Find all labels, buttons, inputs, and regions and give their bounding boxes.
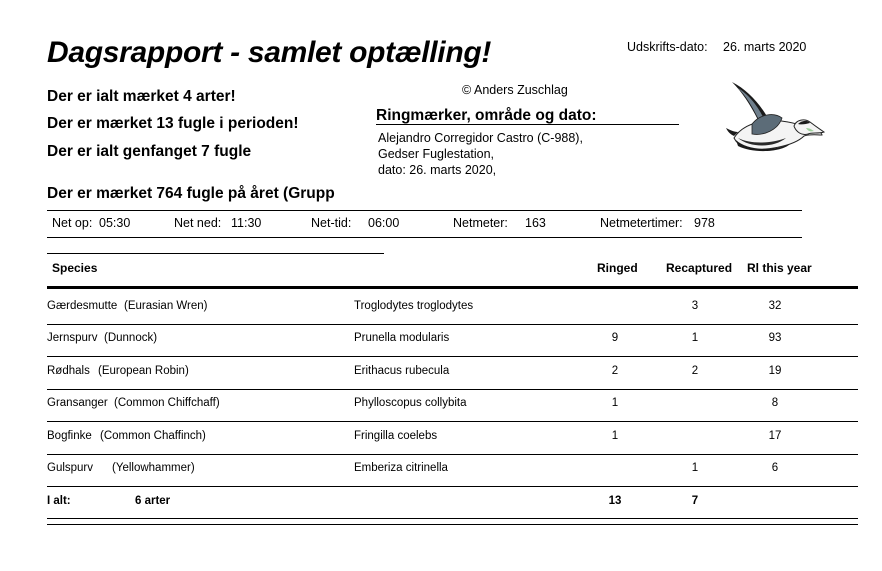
total-recaptured: 7	[691, 495, 699, 507]
summary-species-count: Der er ialt mærket 4 arter!	[47, 88, 236, 105]
species-latin-name: Troglodytes troglodytes	[354, 300, 474, 312]
total-species-count: 6 arter	[135, 495, 171, 507]
copyright-notice: © Anders Zuschlag	[462, 83, 568, 97]
ringer-station: Gedser Fuglestation,	[378, 147, 495, 161]
netmeter-value: 163	[525, 216, 546, 230]
species-english-name: (Yellowhammer)	[112, 462, 195, 474]
species-english-name: (Dunnock)	[104, 332, 158, 344]
species-danish-name: Gulspurv	[47, 462, 94, 474]
ringer-name: Alejandro Corregidor Castro (C-988),	[378, 131, 583, 145]
this-year-count: 17	[768, 430, 782, 442]
print-date-label: Udskrifts-dato:	[627, 40, 708, 54]
ringer-date: dato: 26. marts 2020,	[378, 163, 497, 177]
species-english-name: (European Robin)	[98, 365, 189, 377]
this-year-count: 93	[768, 332, 782, 344]
this-year-count: 32	[768, 300, 782, 312]
species-danish-name: Gransanger	[47, 397, 108, 409]
row-divider	[47, 324, 858, 325]
table-header-rule	[47, 286, 858, 289]
net-bottom-divider	[47, 237, 802, 238]
species-danish-name: Jernspurv	[47, 332, 98, 344]
recaptured-count: 2	[691, 365, 699, 377]
summary-birds-ringed: Der er mærket 13 fugle i perioden!	[47, 115, 299, 132]
footer-line-2	[47, 524, 858, 525]
net-top-divider	[47, 210, 802, 211]
this-year-count: 19	[768, 365, 782, 377]
netmetertimer-label: Netmetertimer:	[600, 216, 683, 230]
total-ringed: 13	[608, 495, 622, 507]
column-ringed: Ringed	[597, 261, 638, 275]
column-species: Species	[52, 261, 98, 275]
row-divider	[47, 356, 858, 357]
species-latin-name: Emberiza citrinella	[354, 462, 448, 474]
row-divider	[47, 454, 858, 455]
ringer-underline	[376, 124, 679, 125]
print-date-value: 26. marts 2020	[723, 40, 807, 54]
ringed-count: 9	[611, 332, 619, 344]
recaptured-count: 3	[691, 300, 699, 312]
net-tid-value: 06:00	[368, 216, 400, 230]
ringed-count: 1	[611, 397, 619, 409]
species-header-line	[47, 253, 384, 254]
netmetertimer-value: 978	[694, 216, 715, 230]
summary-recaptured: Der er ialt genfanget 7 fugle	[47, 143, 252, 160]
this-year-count: 8	[771, 397, 779, 409]
net-ned-value: 11:30	[231, 216, 262, 230]
species-danish-name: Gærdesmutte	[47, 300, 118, 312]
net-op-value: 05:30	[99, 216, 131, 230]
footer-line-1	[47, 518, 858, 519]
this-year-count: 6	[771, 462, 779, 474]
recaptured-count: 1	[691, 462, 699, 474]
ringed-count: 1	[611, 430, 619, 442]
netmeter-label: Netmeter:	[453, 216, 508, 230]
species-latin-name: Fringilla coelebs	[354, 430, 438, 442]
species-latin-name: Prunella modularis	[354, 332, 450, 344]
species-danish-name: Bogfinke	[47, 430, 92, 442]
species-latin-name: Phylloscopus collybita	[354, 397, 467, 409]
eider-duck-icon	[724, 78, 826, 156]
species-english-name: (Common Chiffchaff)	[114, 397, 220, 409]
row-divider	[47, 486, 858, 487]
ringer-heading: Ringmærker, område og dato:	[376, 107, 597, 124]
column-recaptured: Recaptured	[666, 261, 733, 275]
net-tid-label: Net-tid:	[311, 216, 352, 230]
row-divider	[47, 421, 858, 422]
species-danish-name: Rødhals	[47, 365, 90, 377]
report-title: Dagsrapport - samlet optælling!	[47, 36, 492, 69]
column-this-year: Rl this year	[747, 261, 812, 275]
species-english-name: (Common Chaffinch)	[100, 430, 206, 442]
row-divider	[47, 389, 858, 390]
recaptured-count: 1	[691, 332, 699, 344]
species-latin-name: Erithacus rubecula	[354, 365, 450, 377]
ringed-count: 2	[611, 365, 619, 377]
species-english-name: (Eurasian Wren)	[124, 300, 208, 312]
summary-year-total: Der er mærket 764 fugle på året (Grupp	[47, 185, 335, 202]
net-ned-label: Net ned:	[174, 216, 222, 230]
net-op-label: Net op:	[52, 216, 93, 230]
total-label: I alt:	[47, 495, 71, 507]
